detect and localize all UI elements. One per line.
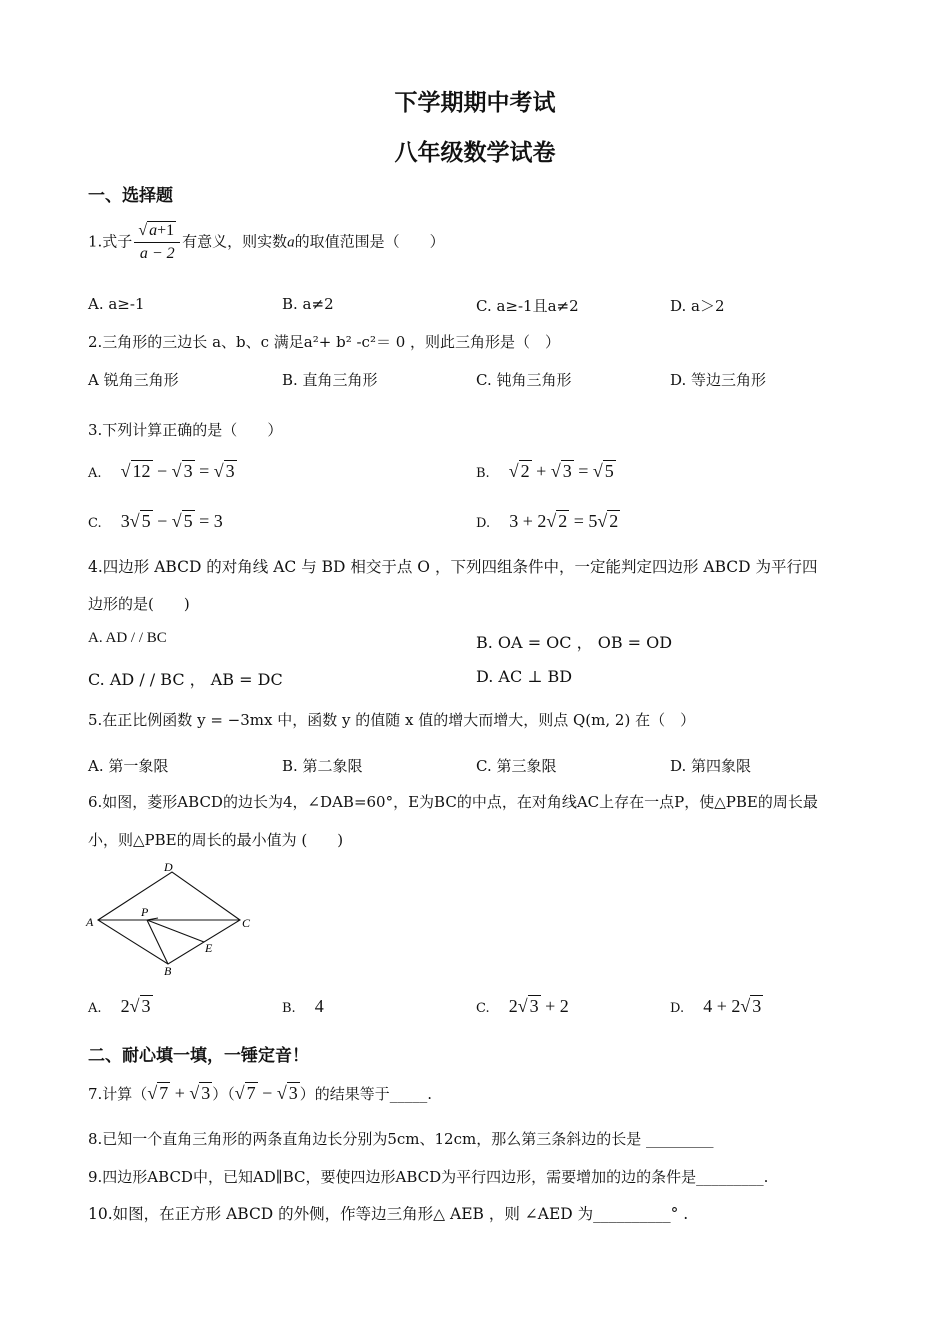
q3c-root2: 5 [183, 511, 193, 531]
q6c-coef: 2 [508, 996, 518, 1016]
q3b-op: + [531, 461, 551, 481]
q3c-coef: 3 [120, 511, 130, 531]
q7-op1: + [170, 1083, 190, 1103]
question-5: 5.在正比例函数 y = −3mx 中，函数 y 的值随 x 值的增大而增大，则点 Q(m, 2) 在（ ） [88, 711, 696, 729]
q3d-root2: 2 [609, 511, 619, 531]
q4-option-a[interactable]: A. AD / / BC [88, 630, 167, 646]
q3-label-c: C. [88, 516, 102, 531]
q6-option-a[interactable]: A. 2√ 3 [88, 996, 151, 1016]
q4-option-b[interactable]: B. OA = OC ， OB = OD [476, 633, 673, 652]
question-2: 2.三角形的三边长 a、b、c 满足a²+ b² -c²＝ 0 ，则此三角形是（ ） [88, 333, 561, 351]
q7-root3: 7 [246, 1083, 256, 1103]
question-9: 9.四边形ABCD中，已知AD∥BC，要使四边形ABCD为平行四边形，需要增加的边的条件是_________. [88, 1168, 769, 1186]
q6-option-c[interactable]: C. 2√ 3 + 2 [476, 996, 569, 1016]
q2-option-d[interactable]: D. 等边三角形 [670, 371, 767, 389]
q3-label-b: B. [476, 466, 490, 481]
question-6-line1: 6.如图，菱形ABCD的边长为4，∠DAB=60°，E为BC的中点，在对角线AC上存在一点P，使△PBE的周长最 [88, 793, 818, 811]
question-10: 10.如图，在正方形 ABCD 的外侧，作等边三角形△ AEB ，则 ∠AED 为__________° . [88, 1205, 689, 1223]
label-b: B [164, 964, 172, 978]
q3a-root3: 3 [225, 461, 235, 481]
label-e: E [205, 941, 213, 955]
q3a-root2: 3 [183, 461, 193, 481]
rhombus-figure [80, 858, 270, 980]
q6-label-a: A. [88, 1001, 102, 1016]
q3c-root1: 5 [141, 511, 151, 531]
label-d: D [164, 860, 173, 874]
question-4-line1: 4.四边形 ABCD 的对角线 AC 与 BD 相交于点 O ，下列四组条件中，一定能判定四边形 ABCD 为平行四 [88, 558, 818, 576]
q6d-root: 3 [752, 996, 762, 1016]
rhombus-outline [98, 872, 240, 964]
label-a: A [86, 915, 94, 929]
q7-pre: 7.计算（ [88, 1085, 148, 1103]
q1-post2: 的取值范围是（ ） [294, 232, 445, 251]
q3b-root3: 5 [604, 461, 614, 481]
q3-label-d: D. [476, 516, 491, 531]
q3-option-b[interactable]: B. √ 2 + √ 3 = √ 5 [476, 461, 614, 481]
q7-post: ）的结果等于_____. [299, 1085, 432, 1103]
exam-title: 下学期期中考试 [394, 89, 556, 116]
question-8: 8.已知一个直角三角形的两条直角边长分别为5cm、12cm，那么第三条斜边的长是 _________ [88, 1130, 714, 1148]
q1-option-d[interactable]: D. a＞2 [670, 297, 725, 315]
q5-option-d[interactable]: D. 第四象限 [670, 757, 752, 775]
q6d-pre: 4 + 2 [703, 996, 741, 1016]
q3d-eq: = 5 [569, 511, 598, 531]
q1-option-a[interactable]: A. a≥-1 [88, 295, 145, 313]
q6-label-d: D. [670, 1001, 685, 1016]
q2-option-a[interactable]: A 锐角三角形 [88, 371, 179, 389]
q6c-post: + 2 [540, 996, 569, 1016]
q7-op2: − [257, 1083, 277, 1103]
q7-root2: 3 [201, 1083, 211, 1103]
question-4-line2: 边形的是( ) [88, 595, 190, 613]
q7-root4: 3 [288, 1083, 298, 1103]
q1-fraction: $\frac{√ a+1}{a - 2}$ [134, 222, 180, 263]
label-p: P [141, 905, 149, 919]
q6-label-c: C. [476, 1001, 490, 1016]
q7-mid: ）（ [212, 1085, 235, 1103]
q6-label-b: B. [282, 1001, 296, 1016]
q1-post: 有意义，则实数 [182, 232, 288, 251]
q3d-pre: 3 + 2 [509, 511, 547, 531]
question-6-line2: 小，则△PBE的周长的最小值为 ( ) [88, 831, 344, 849]
q4-option-c[interactable]: C. AD / / BC ， AB = DC [88, 670, 283, 689]
q1-prefix: 1.式子 [88, 232, 133, 251]
q3c-op: − [152, 511, 172, 531]
q6c-root: 3 [529, 996, 539, 1016]
section-choice-title: 一、选择题 [88, 186, 173, 206]
question-7: 7.计算（√ 7 + √ 3 ）（√ 7 − √ 3 ）的结果等于_____. [88, 1083, 432, 1103]
q6-option-d[interactable]: D. 4 + 2√ 3 [670, 996, 762, 1016]
q2-option-c[interactable]: C. 钝角三角形 [476, 371, 572, 389]
q1-option-b[interactable]: B. a≠2 [282, 295, 334, 313]
q1-var: a [287, 234, 295, 251]
q3b-root2: 3 [562, 461, 572, 481]
q4-option-d[interactable]: D. AC ⊥ BD [476, 667, 573, 686]
question-1 [88, 222, 445, 263]
q3-option-a[interactable]: A. √ 12 − √ 3 = √ 3 [88, 461, 235, 481]
question-3: 3.下列计算正确的是（ ） [88, 421, 283, 439]
q3a-op: − [152, 461, 172, 481]
q3a-root1: 12 [132, 461, 151, 481]
q2-option-b[interactable]: B. 直角三角形 [282, 371, 378, 389]
q6a-root: 3 [141, 996, 151, 1016]
q6b-value: 4 [314, 996, 324, 1016]
section-fill-title: 二、耐心填一填，一锤定音！ [88, 1046, 309, 1066]
q3d-root1: 2 [558, 511, 568, 531]
label-c: C [242, 916, 251, 930]
q3b-eq: = [573, 461, 593, 481]
q5-option-c[interactable]: C. 第三象限 [476, 757, 557, 775]
q5-option-a[interactable]: A. 第一象限 [88, 757, 169, 775]
q1-option-c[interactable]: C. a≥-1且a≠2 [476, 297, 579, 315]
q3-label-a: A. [88, 466, 102, 481]
q6a-coef: 2 [120, 996, 130, 1016]
q6-option-b[interactable] [282, 996, 324, 1017]
q5-option-b[interactable]: B. 第二象限 [282, 757, 363, 775]
exam-subtitle: 八年级数学试卷 [394, 139, 556, 166]
q1-denominator: a − 2 [139, 245, 175, 262]
q3a-eq: = [194, 461, 214, 481]
q7-root1: 7 [159, 1083, 169, 1103]
q3-option-c[interactable]: C. 3√ 5 − √ 5 = 3 [88, 511, 223, 531]
q3-option-d[interactable]: D. 3 + 2√ 2 = 5√ 2 [476, 511, 619, 531]
q1-num-rest: +1 [157, 222, 175, 239]
q3b-root1: 2 [520, 461, 530, 481]
q1-num-var: a [149, 222, 158, 239]
q3c-eq: = 3 [194, 511, 223, 531]
